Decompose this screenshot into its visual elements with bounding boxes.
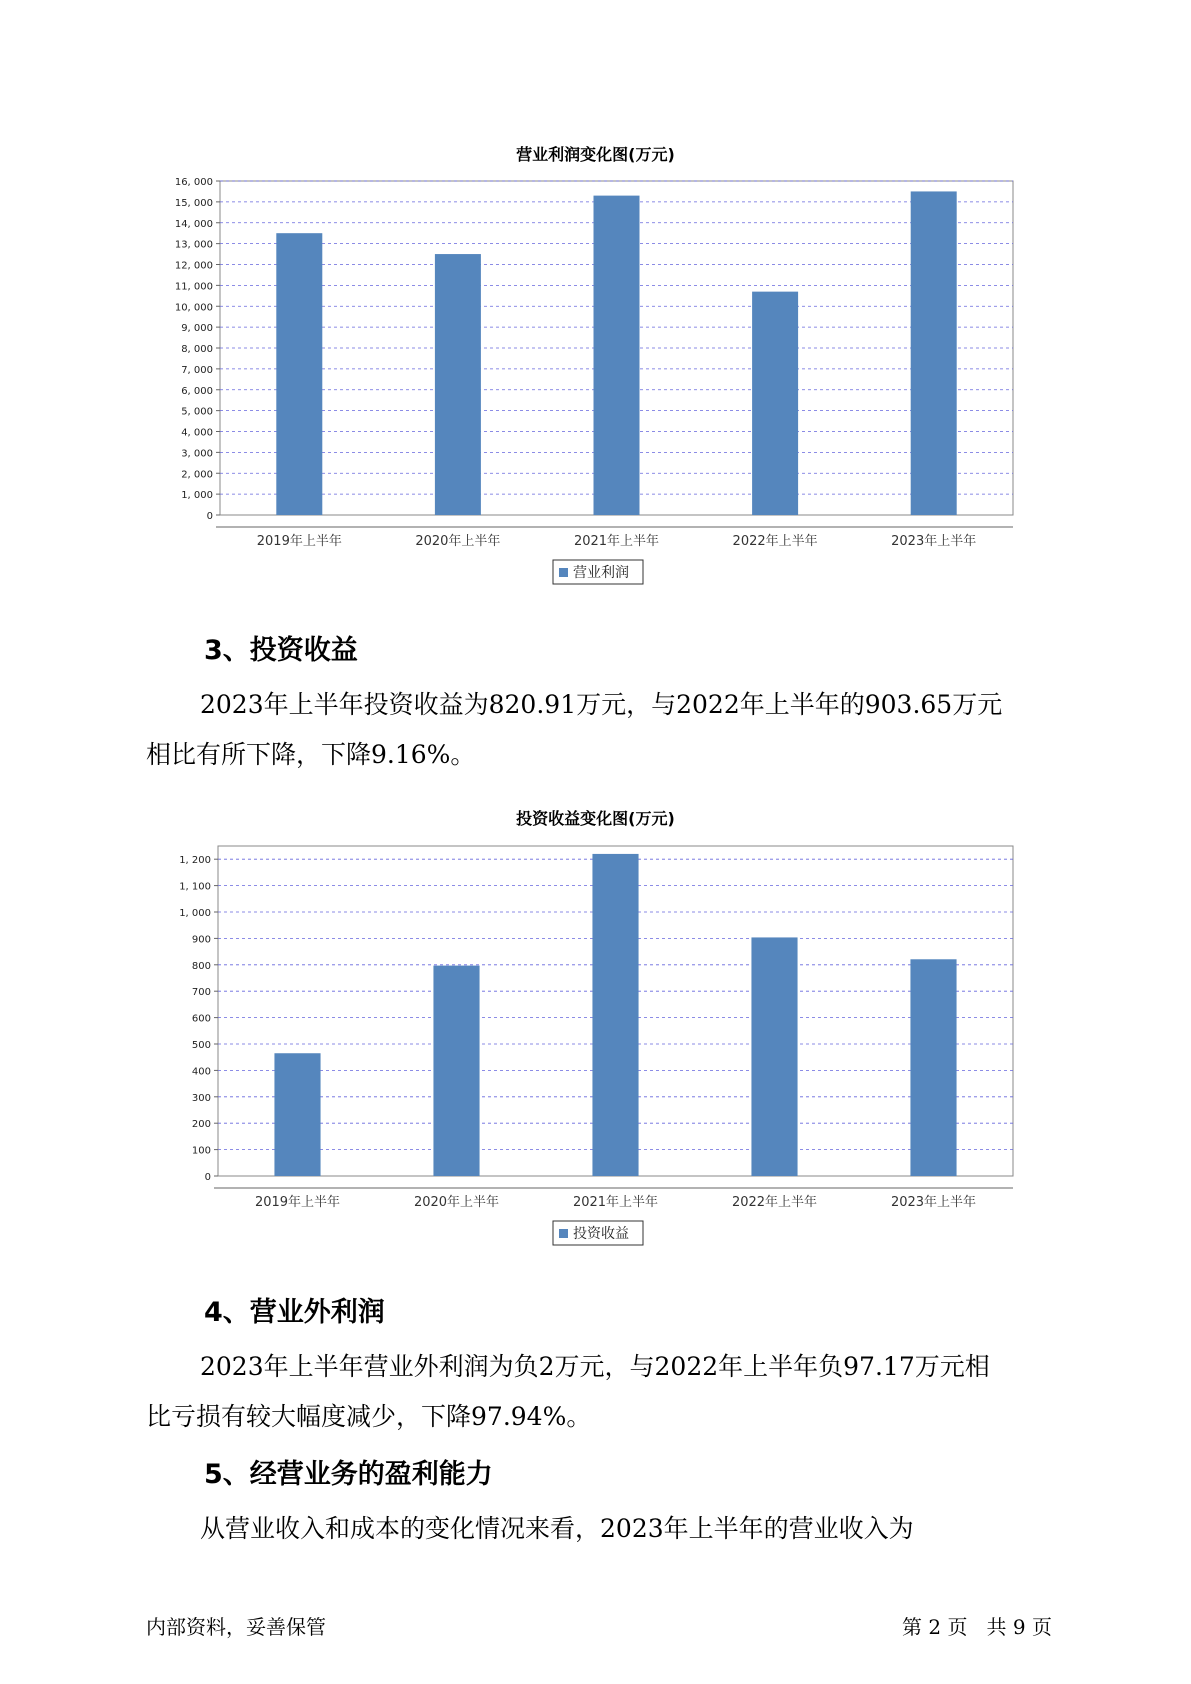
paragraph-profitability: [146, 1504, 1046, 1554]
bar: [433, 966, 479, 1176]
legend-label: 营业利润: [573, 565, 629, 581]
chart-title-operating-profit: 营业利润变化图(万元): [516, 145, 675, 164]
bar: [594, 196, 640, 515]
bar: [751, 937, 797, 1176]
y-tick-label: 100: [191, 1145, 211, 1157]
x-tick-label: 2020年上半年: [413, 1195, 500, 1210]
y-tick-label: 3, 000: [181, 448, 213, 460]
bar: [910, 959, 956, 1176]
y-tick-label: 15, 000: [174, 197, 213, 209]
x-tick-label: 2021年上半年: [572, 1195, 659, 1210]
y-tick-label: 10, 000: [174, 302, 213, 314]
y-tick-label: 200: [191, 1119, 211, 1131]
y-tick-label: 600: [191, 1013, 211, 1025]
x-tick-label: 2023年上半年: [891, 534, 977, 549]
y-tick-label: 700: [191, 987, 211, 999]
footer-page-number: 第 2 页 共 9 页: [902, 1615, 1052, 1639]
bar: [435, 254, 481, 515]
paragraph-line: 相比有所下降，下降9.16%。: [146, 740, 476, 769]
y-tick-label: 6, 000: [181, 385, 213, 397]
paragraph-investment-income: [146, 680, 1046, 780]
y-tick-label: 14, 000: [174, 218, 213, 230]
y-tick-label: 5, 000: [181, 406, 213, 418]
y-tick-label: 13, 000: [174, 239, 213, 251]
paragraph-line: 2023年上半年投资收益为820.91万元，与2022年上半年的903.65万元: [200, 690, 1003, 719]
y-tick-label: 11, 000: [174, 281, 213, 293]
y-tick-label: 500: [191, 1040, 211, 1051]
y-tick-label: 0: [206, 511, 213, 522]
bar: [276, 233, 322, 515]
y-tick-label: 1, 000: [179, 908, 211, 919]
section-heading-profitability: 5、经营业务的盈利能力: [204, 1459, 493, 1490]
x-tick-label: 2019年上半年: [256, 534, 342, 549]
investment-income-chart: [0, 840, 1191, 1255]
paragraph-line: 比亏损有较大幅度减少，下降97.94%。: [146, 1402, 592, 1431]
y-tick-label: 1, 200: [179, 855, 211, 867]
y-tick-label: 1, 000: [181, 490, 213, 502]
x-tick-label: 2021年上半年: [573, 534, 660, 549]
y-tick-label: 900: [191, 934, 211, 946]
x-tick-label: 2022年上半年: [732, 534, 818, 549]
paragraph-line: 从营业收入和成本的变化情况来看，2023年上半年的营业收入为: [200, 1514, 914, 1543]
operating-profit-chart: [0, 175, 1191, 595]
x-tick-label: 2022年上半年: [731, 1195, 818, 1210]
legend-swatch: [559, 1229, 568, 1238]
bar: [592, 854, 638, 1176]
bar: [911, 191, 957, 515]
bar: [752, 292, 798, 515]
paragraph-line: 2023年上半年营业外利润为负2万元，与2022年上半年负97.17万元相: [200, 1352, 990, 1381]
y-tick-label: 2, 000: [181, 469, 213, 481]
y-tick-label: 9, 000: [181, 323, 213, 335]
chart-title-investment-income: 投资收益变化图(万元): [516, 809, 675, 828]
footer-confidential-note: 内部资料，妥善保管: [146, 1615, 326, 1639]
y-tick-label: 16, 000: [174, 177, 213, 188]
section-heading-investment-income: 3、投资收益: [204, 635, 358, 666]
y-tick-label: 400: [191, 1066, 211, 1078]
y-tick-label: 12, 000: [174, 260, 213, 272]
y-tick-label: 0: [204, 1172, 211, 1183]
paragraph-non-operating-profit: [146, 1342, 1046, 1442]
x-tick-label: 2019年上半年: [254, 1195, 341, 1210]
x-tick-label: 2023年上半年: [890, 1195, 977, 1210]
legend-swatch: [559, 568, 568, 577]
y-tick-label: 1, 100: [179, 881, 211, 893]
legend-label: 投资收益: [573, 1226, 629, 1242]
y-tick-label: 800: [191, 960, 211, 972]
y-tick-label: 300: [191, 1092, 211, 1104]
bar: [274, 1053, 320, 1176]
y-tick-label: 8, 000: [181, 344, 213, 355]
y-tick-label: 7, 000: [181, 364, 213, 376]
section-heading-non-operating-profit: 4、营业外利润: [204, 1297, 385, 1328]
x-tick-label: 2020年上半年: [415, 534, 501, 549]
y-tick-label: 4, 000: [181, 427, 213, 439]
